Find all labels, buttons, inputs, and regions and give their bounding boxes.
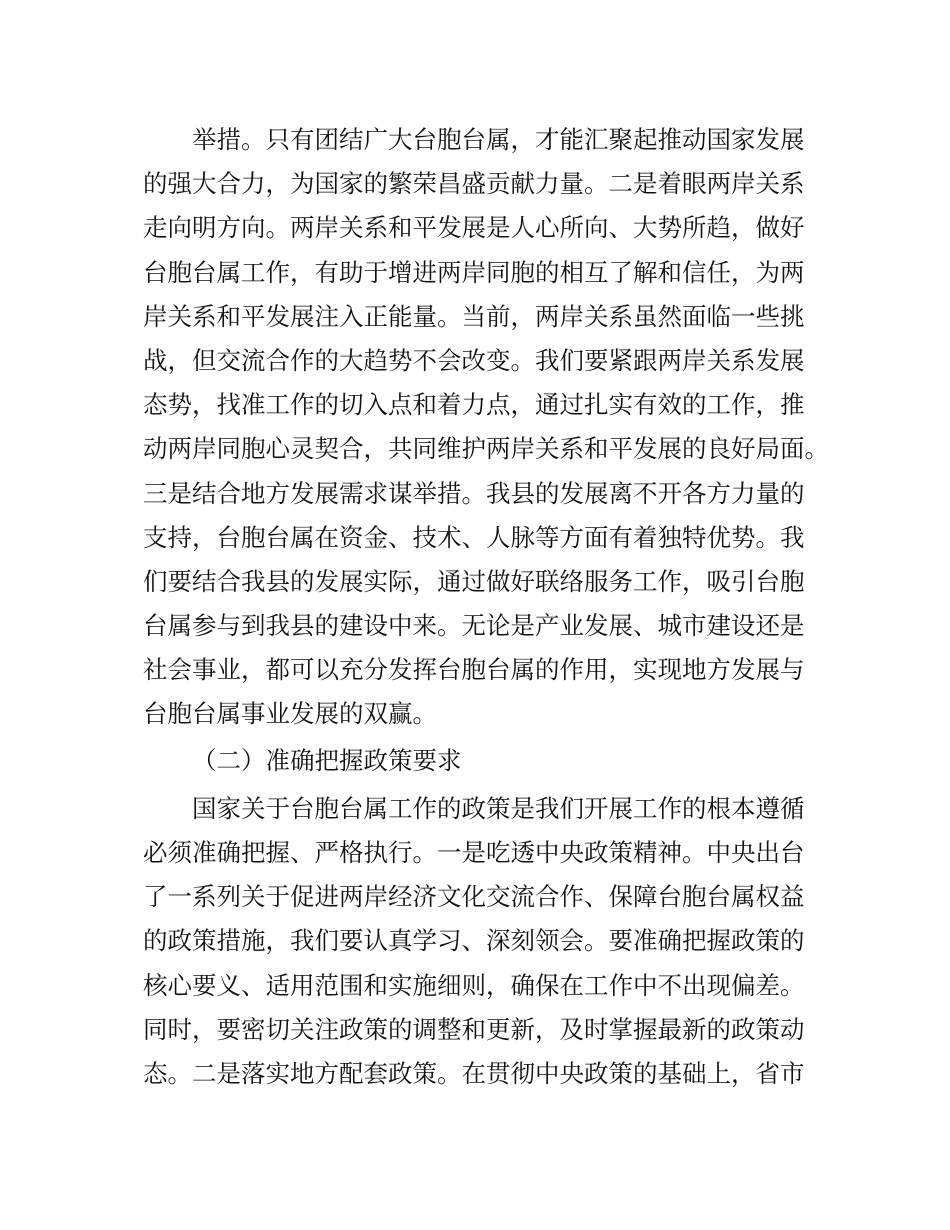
paragraph-line: 的政策措施，我们要认真学习、深刻领会。要准确把握政策的 [143, 926, 805, 956]
paragraph-line: 核心要义、适用范围和实施细则，确保在工作中不出现偏差。 [143, 970, 805, 1000]
paragraph-line: 支持，台胞台属在资金、技术、人脉等方面有着独特优势。我 [143, 522, 805, 552]
paragraph-line: 动两岸同胞心灵契合，共同维护两岸关系和平发展的良好局面。 [143, 434, 829, 464]
document-body [143, 118, 829, 1096]
paragraph-line: 必须准确把握、严格执行。一是吃透中央政策精神。中央出台 [143, 838, 805, 867]
paragraph-line: 态。二是落实地方配套政策。在贯彻中央政策的基础上，省市 [143, 1058, 805, 1088]
paragraph-line: 同时，要密切关注政策的调整和更新，及时掌握最新的政策动 [143, 1014, 805, 1044]
paragraph-line: 台胞台属工作，有助于增进两岸同胞的相互了解和信任，为两 [143, 257, 805, 287]
paragraph-line: 走向明方向。两岸关系和平发展是人心所向、大势所趋，做好 [143, 213, 805, 243]
paragraph-line: 社会事业，都可以充分发挥台胞台属的作用，实现地方发展与 [143, 655, 805, 685]
paragraph-line: 的强大合力，为国家的繁荣昌盛贡献力量。二是着眼两岸关系 [143, 169, 805, 199]
paragraph-line: 举措。只有团结广大台胞台属，才能汇聚起推动国家发展 [192, 125, 805, 154]
paragraph-line: 战，但交流合作的大趋势不会改变。我们要紧跟两岸关系发展 [143, 345, 805, 375]
paragraph-line: 态势，找准工作的切入点和着力点，通过扎实有效的工作，推 [143, 390, 805, 420]
paragraph-line: 台属参与到我县的建设中来。无论是产业发展、城市建设还是 [143, 611, 805, 641]
paragraph-line: 们要结合我县的发展实际，通过做好联络服务工作，吸引台胞 [143, 566, 805, 596]
paragraph-line: 岸关系和平发展注入正能量。当前，两岸关系虽然面临一些挑 [143, 301, 805, 331]
section-heading: （二）准确把握政策要求 [192, 745, 462, 775]
paragraph-line: 三是结合地方发展需求谋举措。我县的发展离不开各方力量的 [143, 478, 805, 508]
paragraph-line: 国家关于台胞台属工作的政策是我们开展工作的根本遵循 [192, 793, 805, 823]
paragraph-line: 台胞台属事业发展的双赢。 [143, 699, 437, 729]
paragraph-line: 了一系列关于促进两岸经济文化交流合作、保障台胞台属权益 [143, 882, 805, 912]
